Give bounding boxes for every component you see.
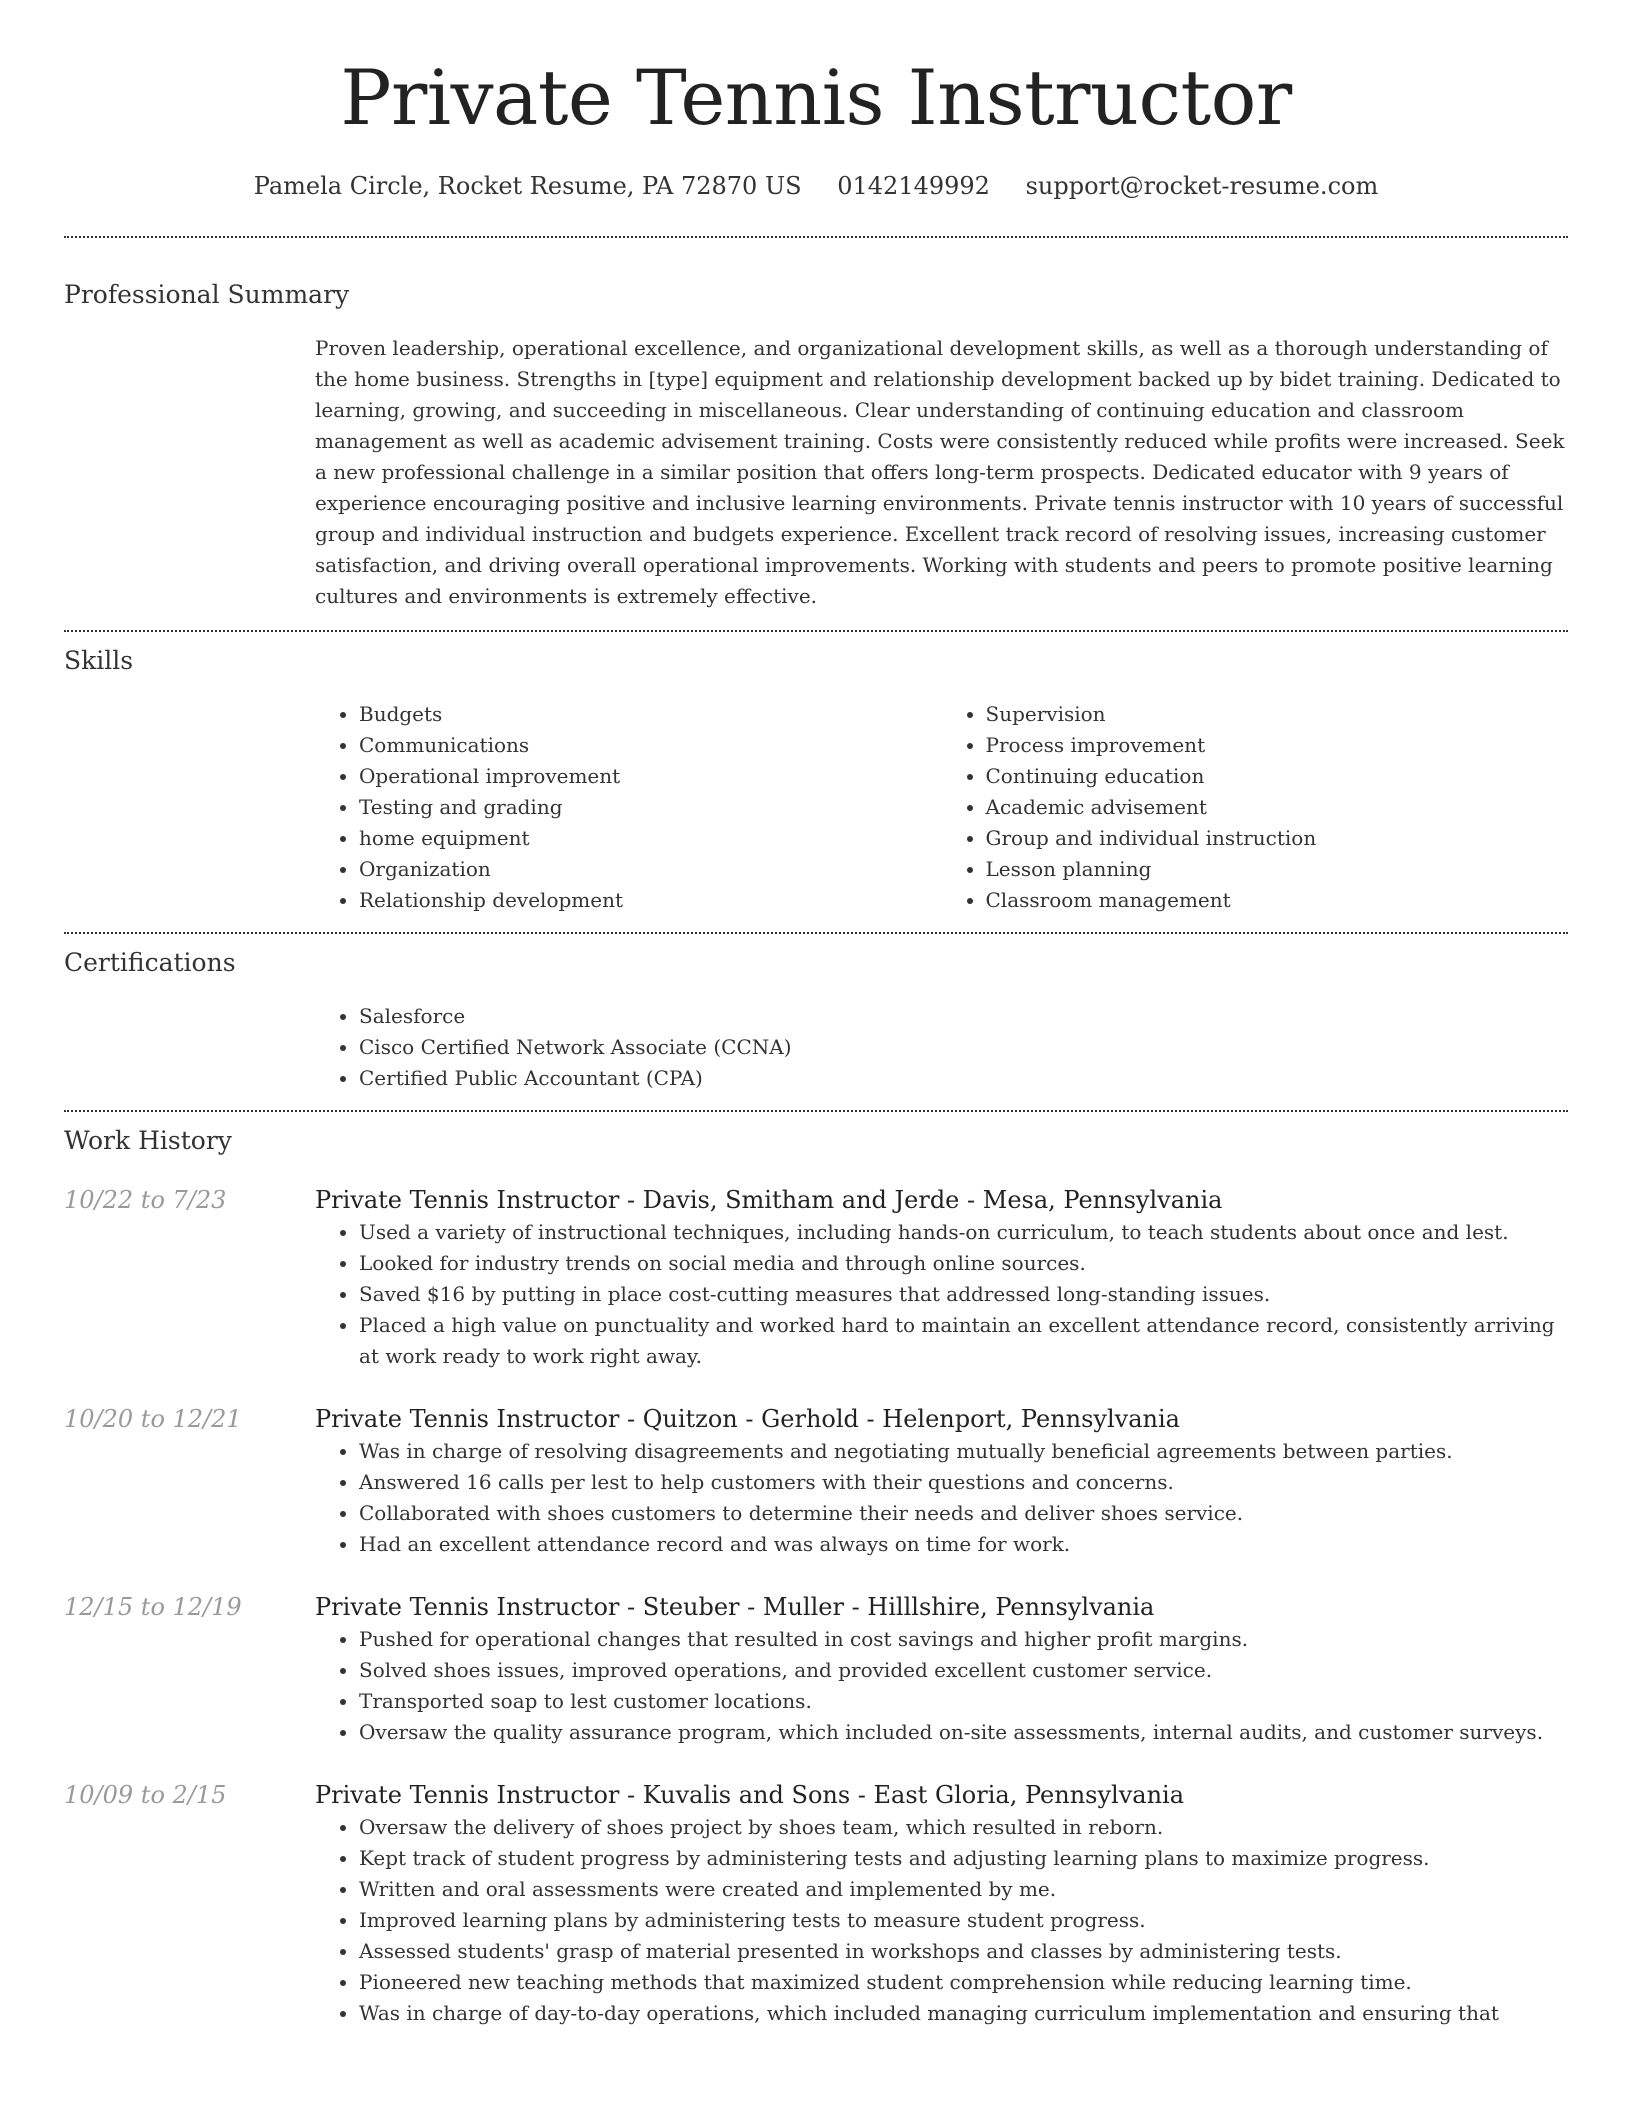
job-bullet: • Transported soap to lest customer locations.: [359, 1686, 1568, 1717]
job-details: [315, 1590, 1568, 1748]
job-dates: 10/20 to 12/21: [64, 1405, 242, 1433]
skill-item: • Group and individual instruction: [986, 823, 1569, 854]
summary-text: Proven leadership, operational excellence, and organizational development skills, as well as a thorough understanding of the home business. Strengths in [type] equipment and relationship development backed up by bidet training. Dedicated to learning, growing, and succeeding in miscellaneous. Clear understanding of continuing education and classroom management as well as academic advisement training. Costs were consistently reduced while profits were increased. Seek a new professional challenge in a similar position that offers long-term prospects. Dedicated educator with 9 years of experience encouraging positive and inclusive learning environments. Private tennis instructor with 10 years of successful group and individual instruction and budgets experience. Excellent track record of resolving issues, increasing customer satisfaction, and driving overall operational improvements. Working with students and peers to promote positive learning cultures and environments is extremely effective.: [315, 336, 1565, 608]
job-bullet: • Kept track of student progress by administering tests and adjusting learning plans to maximize progress.: [359, 1843, 1568, 1874]
skill-item: • Process improvement: [986, 730, 1569, 761]
job-entry: [64, 1183, 1568, 1372]
certifications-list: [315, 1001, 1568, 1094]
certification-item: • Certified Public Accountant (CPA): [359, 1063, 1568, 1094]
job-bullet: • Was in charge of day-to-day operations, which included managing curriculum implementation and ensuring that: [359, 1998, 1568, 2029]
skill-item: • Lesson planning: [986, 854, 1569, 885]
job-dates: 12/15 to 12/19: [64, 1593, 242, 1621]
job-bullet: • Looked for industry trends on social media and through online sources.: [359, 1248, 1568, 1279]
job-bullet: • Saved $16 by putting in place cost-cutting measures that addressed long-standing issues.: [359, 1279, 1568, 1310]
job-bullets: [315, 1624, 1568, 1748]
skill-item: • Classroom management: [986, 885, 1569, 916]
job-bullet: • Collaborated with shoes customers to determine their needs and deliver shoes service.: [359, 1498, 1568, 1529]
job-bullet: • Pioneered new teaching methods that maximized student comprehension while reducing learning time.: [359, 1967, 1568, 1998]
skill-item: • Operational improvement: [359, 761, 942, 792]
work-history-title: Work History: [64, 1126, 232, 1155]
job-bullets: [315, 1436, 1568, 1560]
job-bullet: • Used a variety of instructional techniques, including hands-on curriculum, to teach students about once and lest.: [359, 1217, 1568, 1248]
job-heading: Private Tennis Instructor - Quitzon - Gerhold - Helenport, Pennsylvania: [315, 1405, 1180, 1433]
certifications-bullets: [315, 1001, 1568, 1094]
job-bullet: • Was in charge of resolving disagreements and negotiating mutually beneficial agreements between parties.: [359, 1436, 1568, 1467]
contact-line: [64, 172, 1568, 200]
summary-title: Professional Summary: [64, 280, 350, 309]
skill-item: • Budgets: [359, 699, 942, 730]
job-entry: [64, 1778, 1568, 2029]
job-bullet: • Assessed students' grasp of material presented in workshops and classes by administering tests.: [359, 1936, 1568, 1967]
job-heading: Private Tennis Instructor - Davis, Smitham and Jerde - Mesa, Pennsylvania: [315, 1186, 1223, 1214]
skills-column-right: [942, 699, 1569, 916]
section-divider: [64, 236, 1568, 238]
contact-phone: 0142149992: [837, 172, 990, 200]
skills-title: Skills: [64, 646, 134, 675]
skill-item: • home equipment: [359, 823, 942, 854]
skill-item: • Organization: [359, 854, 942, 885]
resume-name: Private Tennis Instructor: [340, 53, 1292, 142]
section-divider: [64, 630, 1568, 632]
contact-address: Pamela Circle, Rocket Resume, PA 72870 US: [253, 172, 802, 200]
resume-page: [64, 0, 1568, 2029]
job-bullet: • Had an excellent attendance record and was always on time for work.: [359, 1529, 1568, 1560]
certifications-title: Certifications: [64, 948, 236, 977]
job-details: [315, 1183, 1568, 1372]
job-entry: [64, 1590, 1568, 1748]
job-bullet: • Improved learning plans by administering tests to measure student progress.: [359, 1905, 1568, 1936]
skill-item: • Supervision: [986, 699, 1569, 730]
job-bullet: • Oversaw the quality assurance program, which included on-site assessments, internal audits, and customer surveys.: [359, 1717, 1568, 1748]
job-heading: Private Tennis Instructor - Kuvalis and Sons - East Gloria, Pennsylvania: [315, 1781, 1185, 1809]
job-details: [315, 1778, 1568, 2029]
skill-item: • Testing and grading: [359, 792, 942, 823]
skill-item: • Academic advisement: [986, 792, 1569, 823]
skills-list: [315, 699, 1568, 916]
skill-item: • Continuing education: [986, 761, 1569, 792]
job-details: [315, 1402, 1568, 1560]
job-dates: 10/09 to 2/15: [64, 1781, 227, 1809]
job-dates: 10/22 to 7/23: [64, 1186, 227, 1214]
section-divider: [64, 1110, 1568, 1112]
job-bullet: • Answered 16 calls per lest to help customers with their questions and concerns.: [359, 1467, 1568, 1498]
certification-item: • Cisco Certified Network Associate (CCNA): [359, 1032, 1568, 1063]
job-heading: Private Tennis Instructor - Steuber - Muller - Hilllshire, Pennsylvania: [315, 1593, 1155, 1621]
job-bullet: • Pushed for operational changes that resulted in cost savings and higher profit margins.: [359, 1624, 1568, 1655]
certification-item: • Salesforce: [359, 1001, 1568, 1032]
skills-column-left: [315, 699, 942, 916]
contact-email: support@rocket-resume.com: [1025, 172, 1379, 200]
job-bullet: • Oversaw the delivery of shoes project by shoes team, which resulted in reborn.: [359, 1812, 1568, 1843]
job-entry: [64, 1402, 1568, 1560]
skill-item: • Communications: [359, 730, 942, 761]
skill-item: • Relationship development: [359, 885, 942, 916]
job-bullet: • Placed a high value on punctuality and worked hard to maintain an excellent attendance record, consistently arriving at work ready to work right away.: [359, 1310, 1568, 1372]
job-bullets: [315, 1812, 1568, 2029]
job-bullets: [315, 1217, 1568, 1372]
job-bullet: • Solved shoes issues, improved operations, and provided excellent customer service.: [359, 1655, 1568, 1686]
section-divider: [64, 932, 1568, 934]
job-bullet: • Written and oral assessments were created and implemented by me.: [359, 1874, 1568, 1905]
